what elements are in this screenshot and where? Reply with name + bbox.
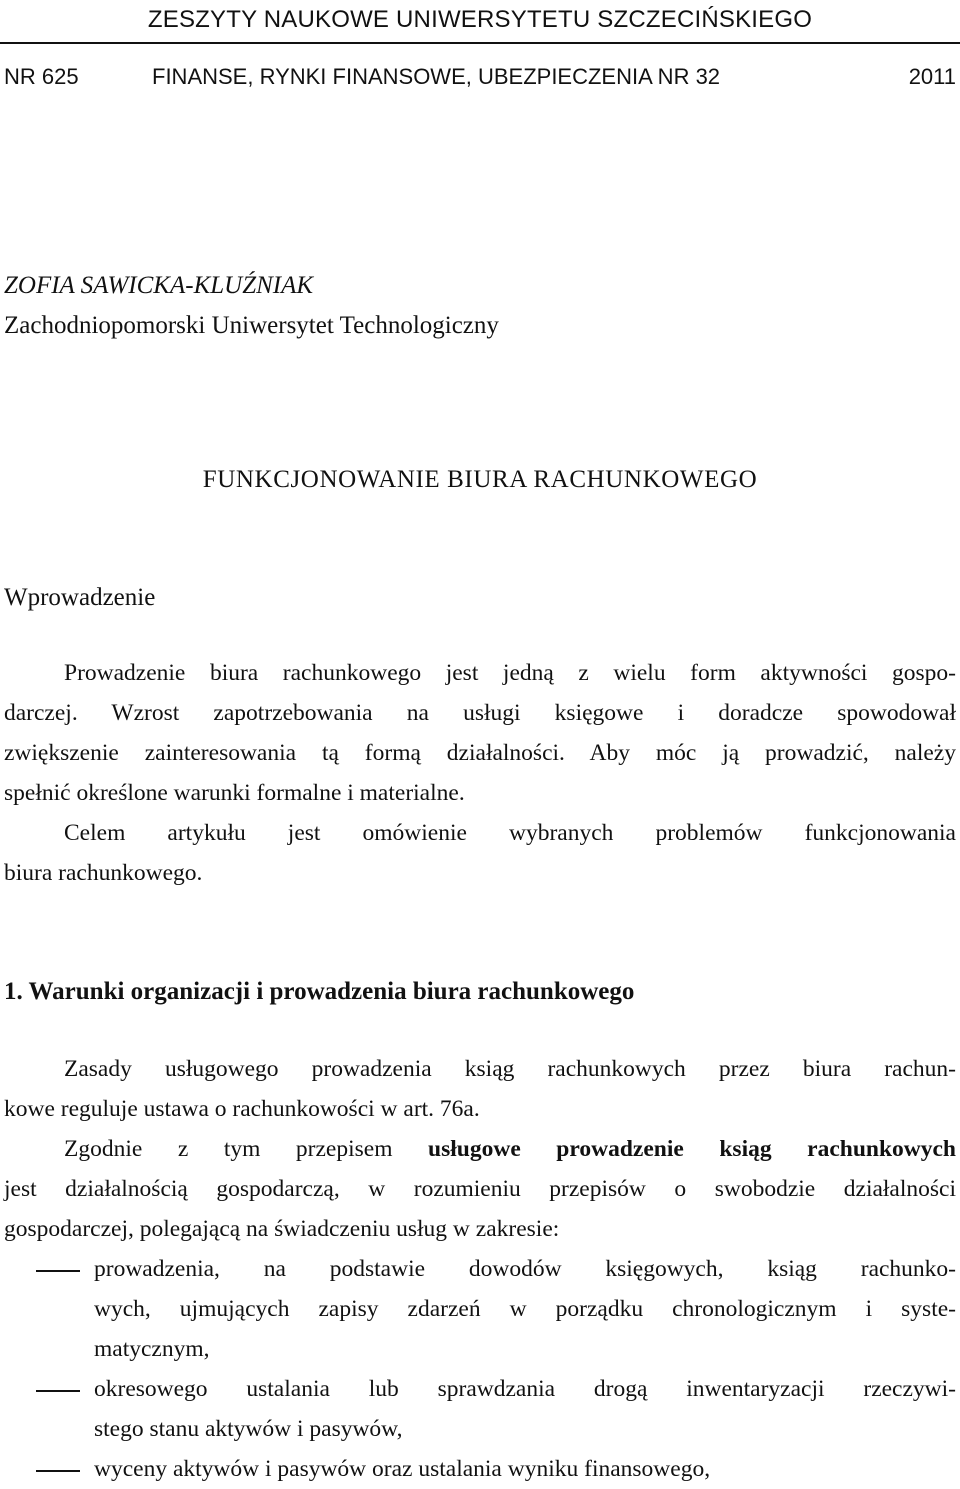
list-item-line: wych, ujmujących zapisy zdarzeń w porządku chronologicznym i syste- [94,1296,956,1322]
intro-line: Celem artykułu jest omówienie wybranych problemów funkcjonowania [64,820,956,846]
author-name: ZOFIA SAWICKA-KLUŹNIAK [4,272,314,299]
list-item-line: stego stanu aktywów i pasywów, [94,1416,403,1442]
header-divider [0,42,960,44]
series-title: FINANSE, RYNKI FINANSOWE, UBEZPIECZENIA NR 32 [152,64,721,89]
paragraph-line: jest działalnością gospodarczą, w rozumieniu przepisów o swobodzie działalności [4,1176,956,1202]
intro-line: zwiększenie zainteresowania tą formą działalności. Aby móc ją prowadzić, należy [4,740,956,766]
intro-heading: Wprowadzenie [4,584,156,611]
list-item-line: prowadzenia, na podstawie dowodów księgowych, ksiąg rachunko- [94,1256,956,1282]
intro-line: spełnić określone warunki formalne i materialne. [4,780,465,806]
paragraph-text: Zgodnie z tym przepisem [64,1136,429,1162]
paragraph-line: kowe reguluje ustawa o rachunkowości w art. 76a. [4,1096,480,1122]
section-1-heading: 1. Warunki organizacji i prowadzenia biura rachunkowego [4,978,635,1005]
author-affiliation: Zachodniopomorski Uniwersytet Technologiczny [4,312,499,339]
journal-title: ZESZYTY NAUKOWE UNIWERSYTETU SZCZECIŃSKIEGO [147,6,813,33]
article-title: FUNKCJONOWANIE BIURA RACHUNKOWEGO [202,466,758,493]
intro-line: darczej. Wzrost zapotrzebowania na usługi księgowe i doradcze spowodował [4,700,956,726]
paragraph-line: Zasady usługowego prowadzenia ksiąg rachunkowych przez biura rachun- [64,1056,956,1082]
paragraph-line [64,1132,956,1166]
list-item-line: wyceny aktywów i pasywów oraz ustalania wyniku finansowego, [94,1456,711,1482]
list-dash [36,1390,80,1392]
intro-line: Prowadzenie biura rachunkowego jest jedną z wielu form aktywności gospo- [64,660,956,686]
intro-line: biura rachunkowego. [4,860,203,886]
paragraph-line: gospodarczej, polegającą na świadczeniu usług w zakresie: [4,1216,560,1242]
list-item-line: okresowego ustalania lub sprawdzania drogą inwentaryzacji rzeczywi- [94,1376,956,1402]
issue-number: NR 625 [4,64,79,89]
issue-year: 2011 [908,64,956,89]
list-dash [36,1270,80,1272]
emphasized-term: usługowe prowadzenie ksiąg rachunkowych [428,1136,956,1162]
list-dash [36,1470,80,1472]
list-item-line: matycznym, [94,1336,210,1362]
